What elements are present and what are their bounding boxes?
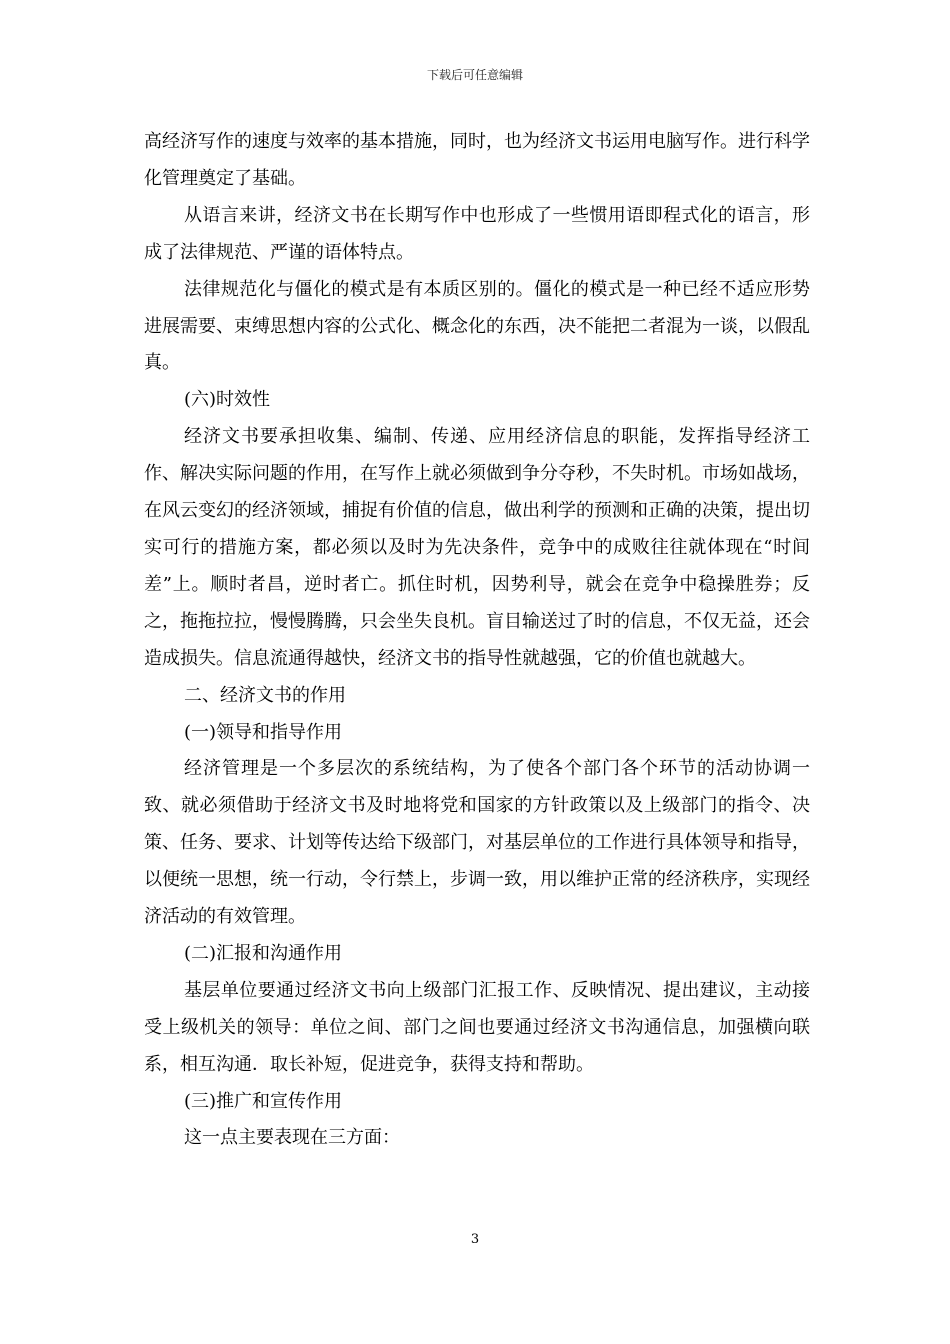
paragraph-timeliness: 经济文书要承担收集、编制、传递、应用经济信息的职能，发挥指导经济工作、解决实际问题的作用，在写作上就必须做到争分夺秒，不失时机。市场如战场，在风云变幻的经济领域，捕捉有价值的信息，做出利学的预测和正确的决策，提出切实可行的措施方案，都必须以及时为先决条件，竞争中的成败往往就体现在“时间差”上。顺时者昌，逆时者亡。抓住时机，因势利导，就会在竞争中稳操胜券；反之，拖拖拉拉，慢慢腾腾，只会坐失良机。盲目输送过了时的信息，不仅无益，还会造成损失。信息流通得越快，经济文书的指导性就越强，它的价值也就越大。 — [144, 426, 810, 669]
section-heading-functions: 二、经济文书的作用 — [184, 684, 346, 706]
paragraph-leadership: 经济管理是一个多层次的系统结构，为了使各个部门各个环节的活动协调一致、就必须借助于经济文书及时地将党和国家的方针政策以及上级部门的指令、决策、任务、要求、计划等传达给下级部门，对基层单位的工作进行具体领导和指导，以便统一思想，统一行动，令行禁上，步调一致，用以维护正常的经济秩序，实现经济活动的有效管理。 — [144, 758, 810, 928]
section-heading-timeliness: (六)时效性 — [184, 389, 271, 411]
subheading-promotion: (三)推广和宣传作用 — [184, 1090, 343, 1112]
subheading-leadership: (一)领导和指导作用 — [184, 721, 343, 743]
paragraph-standardization: 法律规范化与僵化的模式是有本质区别的。僵化的模式是一种已经不适应形势进展需要、束缚思想内容的公式化、概念化的东西，决不能把二者混为一谈，以假乱真。 — [144, 278, 810, 374]
paragraph-continuation: 高经济写作的速度与效率的基本措施，同时，也为经济文书运用电脑写作。进行科学化管理奠定了基础。 — [144, 131, 810, 189]
subheading-reporting: (二)汇报和沟通作用 — [184, 942, 343, 964]
document-body — [144, 124, 810, 1157]
paragraph-language: 从语言来讲，经济文书在长期写作中也形成了一些惯用语即程式化的语言，形成了法律规范、严谨的语体特点。 — [144, 204, 810, 263]
page-header: 下载后可任意编辑 — [426, 68, 523, 82]
paragraph-reporting: 基层单位要通过经济文书向上级部门汇报工作、反映情况、提出建议，主动接受上级机关的领导：单位之间、部门之间也要通过经济文书沟通信息，加强横向联系，相互沟通．取长补短，促进竞争，获得支持和帮助。 — [144, 979, 810, 1075]
paragraph-promotion-intro: 这一点主要表现在三方面： — [184, 1127, 400, 1149]
page-number: 3 — [470, 1232, 480, 1247]
